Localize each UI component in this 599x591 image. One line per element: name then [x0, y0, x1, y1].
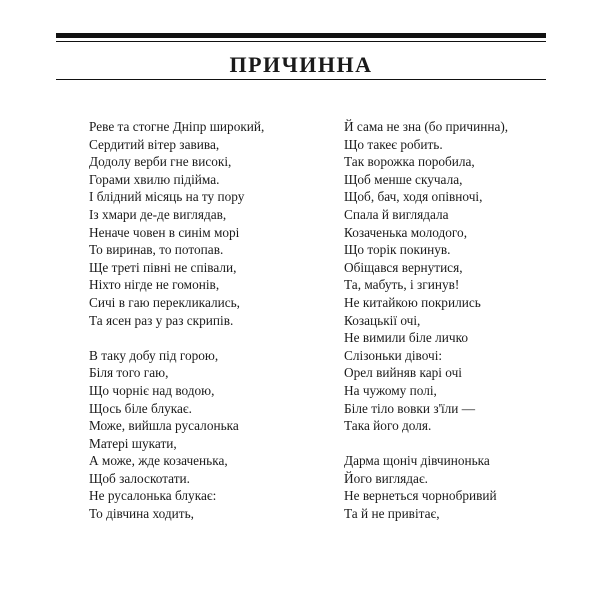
left-stanza-1 — [89, 118, 319, 329]
right-stanza-2 — [344, 452, 564, 522]
poem-line: Біля того гаю, — [89, 365, 169, 381]
poem-line: Слізоньки дівочі: — [344, 347, 443, 363]
poem-line: Й сама не зна (бо причинна), — [344, 119, 509, 134]
poem-line: Його виглядає. — [344, 470, 428, 486]
poem-line: Щось біле блукає. — [89, 400, 192, 416]
poem-line: Що торік покинув. — [344, 242, 451, 258]
poem-line: Ніхто нігде не гомонів, — [89, 277, 220, 293]
poem-line: І блідний місяць на ту пору — [89, 189, 245, 205]
poem-line: Щоб менше скучала, — [344, 171, 463, 187]
right-column — [344, 118, 564, 540]
poem-line: Матері шукати, — [89, 435, 177, 451]
poem-line: Ще треті півні не співали, — [89, 259, 237, 275]
poem-line: Та, мабуть, і згинув! — [344, 277, 460, 293]
poem-line: Та ясен раз у раз скрипів. — [89, 312, 234, 328]
poem-line: Не вернеться чорнобривий — [344, 488, 497, 504]
poem-line: Що чорніє над водою, — [89, 382, 215, 398]
poem-line: Козаченька молодого, — [344, 224, 468, 240]
header-rule-thick — [56, 33, 546, 38]
poem-line: Із хмари де-де виглядав, — [89, 206, 227, 222]
poem-line: Так ворожка поробила, — [344, 154, 475, 170]
poem-line: А може, жде козаченька, — [89, 453, 228, 469]
poem-line: Неначе човен в синім морі — [89, 224, 240, 240]
poem-line: Не вимили біле личко — [344, 330, 469, 346]
poem-line: Біле тіло вовки з'їли — — [344, 400, 476, 416]
left-column — [89, 118, 319, 540]
poem-line: В таку добу під горою, — [89, 347, 219, 363]
right-stanza-1 — [344, 118, 564, 435]
poem-line: Не китайкою покрились — [344, 294, 481, 310]
poem-line: Щоб залоскотати. — [89, 470, 190, 486]
poem-title: ПРИЧИННА — [229, 52, 373, 77]
poem-line: То дівчина ходить, — [89, 506, 194, 522]
poem-line: Дарма щоніч дівчинонька — [344, 453, 490, 469]
poem-line: Козацькії очі, — [344, 312, 421, 328]
title-underline-rule — [56, 79, 546, 80]
poem-line: Обіщався вернутися, — [344, 259, 463, 275]
left-stanza-2 — [89, 347, 319, 523]
poem-line: Та й не привітає, — [344, 506, 440, 522]
poem-line: Додолу верби гне високі, — [89, 154, 232, 170]
poem-line: Така його доля. — [344, 418, 432, 434]
poem-line: Спала й виглядала — [344, 206, 449, 222]
poem-line: На чужому полі, — [344, 382, 437, 398]
poem-line: Реве та стогне Дніпр широкий, — [89, 119, 265, 134]
poem-line: Щоб, бач, ходя опівночі, — [344, 189, 483, 205]
header-rule-thin — [56, 41, 546, 42]
poem-line: Сердитий вітер завива, — [89, 136, 220, 152]
poem-line: Може, вийшла русалонька — [89, 418, 239, 434]
poem-line: Не русалонька блукає: — [89, 488, 217, 504]
poem-line: Горами хвилю підійма. — [89, 171, 220, 187]
poem-line: То виринав, то потопав. — [89, 242, 224, 258]
poem-line: Орел вийняв карі очі — [344, 365, 462, 381]
poem-line: Сичі в гаю перекликались, — [89, 294, 241, 310]
poem-line: Що такеє робить. — [344, 136, 443, 152]
